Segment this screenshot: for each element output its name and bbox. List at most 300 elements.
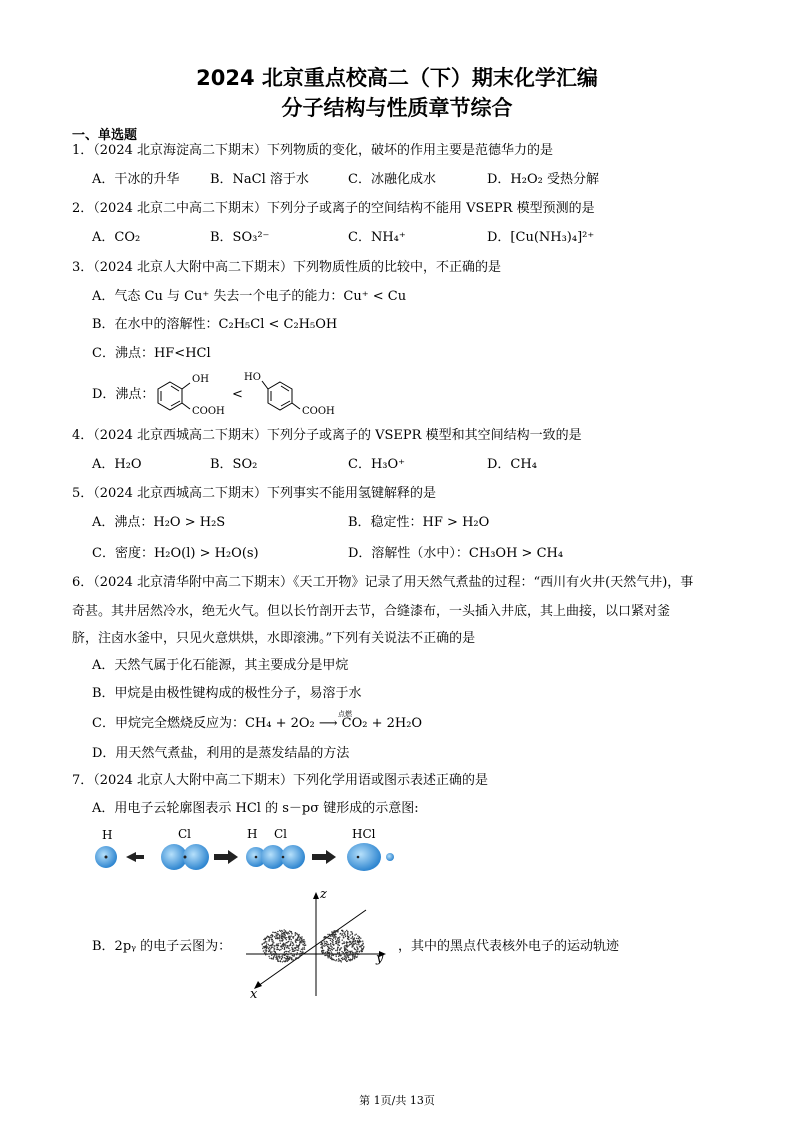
cloud-dot bbox=[277, 960, 278, 961]
cloud-dot bbox=[265, 954, 266, 955]
cloud-dot bbox=[269, 947, 270, 948]
cloud-dot bbox=[285, 935, 286, 936]
cloud-dot bbox=[272, 932, 273, 933]
q1-option-a: A．干冰的升华 bbox=[92, 172, 180, 187]
cloud-dot bbox=[330, 940, 331, 941]
cloud-dot bbox=[336, 956, 337, 957]
cloud-dot bbox=[362, 945, 363, 946]
cloud-dot bbox=[361, 951, 362, 952]
cloud-dot bbox=[348, 959, 349, 960]
cloud-dot bbox=[287, 933, 288, 934]
cloud-dot bbox=[356, 938, 357, 939]
cloud-dot bbox=[295, 934, 296, 935]
cloud-dot bbox=[271, 951, 272, 952]
cloud-dot bbox=[275, 952, 276, 953]
cloud-dot bbox=[332, 959, 333, 960]
cloud-dot bbox=[266, 945, 267, 946]
question-4-stem: 4．（2024 北京西城高二下期末）下列分子或离子的 VSEPR 模型和其空间结构一致的是 bbox=[72, 428, 582, 443]
cloud-dot bbox=[347, 933, 348, 934]
cloud-dot bbox=[281, 932, 282, 933]
cloud-dot bbox=[346, 941, 347, 942]
cloud-dot bbox=[301, 938, 302, 939]
cloud-dot bbox=[265, 949, 266, 950]
cloud-dot bbox=[303, 944, 304, 945]
cloud-dot bbox=[328, 949, 329, 950]
cloud-dot bbox=[274, 936, 275, 937]
cloud-dot bbox=[354, 948, 355, 949]
cloud-dot bbox=[265, 938, 266, 939]
cloud-dot bbox=[329, 948, 330, 949]
cloud-dot bbox=[336, 959, 337, 960]
question-6-stem-line1: 6．（2024 北京清华附中高二下期末）《天工开物》记录了用天然气煮盐的过程：“西川有火井(天然气井)，事 bbox=[72, 575, 694, 590]
cloud-dot bbox=[330, 953, 331, 954]
x-axis-label: x bbox=[250, 987, 258, 1002]
cloud-dot bbox=[300, 953, 301, 954]
h-nucleus bbox=[105, 856, 108, 859]
cloud-dot bbox=[323, 945, 324, 946]
cloud-dot bbox=[275, 936, 276, 937]
cloud-dot bbox=[289, 936, 290, 937]
question-3-stem: 3．（2024 北京人大附中高二下期末）下列物质性质的比较中，不正确的是 bbox=[72, 260, 501, 275]
cloud-dot bbox=[347, 942, 348, 943]
cloud-dot bbox=[292, 959, 293, 960]
cloud-dot bbox=[280, 931, 281, 932]
cloud-dot bbox=[268, 948, 269, 949]
cloud-dot bbox=[274, 945, 275, 946]
cloud-dot bbox=[341, 961, 342, 962]
cloud-dot bbox=[281, 940, 282, 941]
cloud-dot bbox=[284, 953, 285, 954]
cloud-dot bbox=[263, 946, 264, 947]
cloud-dot bbox=[276, 943, 277, 944]
cloud-dot bbox=[359, 951, 360, 952]
cloud-dot bbox=[350, 959, 351, 960]
cloud-dot bbox=[356, 934, 357, 935]
cloud-dot bbox=[333, 948, 334, 949]
cloud-dot bbox=[332, 942, 333, 943]
cloud-dot bbox=[295, 932, 296, 933]
cloud-dot bbox=[299, 944, 300, 945]
cloud-dot bbox=[335, 936, 336, 937]
cloud-dot bbox=[355, 949, 356, 950]
arrow-left-shaft bbox=[136, 855, 144, 859]
cloud-dot bbox=[352, 959, 353, 960]
cloud-dot bbox=[327, 938, 328, 939]
cloud-dot bbox=[327, 957, 328, 958]
q7-option-b: B．2pᵧ 的电子云图为： bbox=[92, 939, 232, 954]
cloud-dot bbox=[284, 931, 285, 932]
hcl-orbital-diagram bbox=[90, 826, 410, 878]
q6-option-a: A．天然气属于化石能源，其主要成分是甲烷 bbox=[92, 658, 349, 673]
cloud-dot bbox=[285, 945, 286, 946]
cloud-dot bbox=[286, 947, 287, 948]
cloud-dot bbox=[284, 947, 285, 948]
cl-nucleus bbox=[184, 856, 187, 859]
cloud-dot bbox=[288, 933, 289, 934]
q6-reaction-condition: 点燃 bbox=[338, 710, 352, 718]
q2-option-b: B．SO₃²⁻ bbox=[210, 230, 270, 245]
cloud-dot bbox=[302, 953, 303, 954]
cloud-dot bbox=[264, 952, 265, 953]
cloud-dot bbox=[340, 954, 341, 955]
z-axis-label: z bbox=[320, 887, 327, 902]
q7-option-a: A．用电子云轮廓图表示 HCl 的 s－pσ 键形成的示意图: bbox=[92, 801, 419, 816]
cloud-dot bbox=[339, 952, 340, 953]
cloud-dot bbox=[276, 958, 277, 959]
cloud-dot bbox=[268, 936, 269, 937]
cloud-dot bbox=[298, 957, 299, 958]
cloud-dot bbox=[275, 932, 276, 933]
cloud-dot bbox=[330, 958, 331, 959]
cloud-dot bbox=[323, 953, 324, 954]
cloud-dot bbox=[352, 937, 353, 938]
cloud-dot bbox=[349, 954, 350, 955]
cloud-dot bbox=[322, 948, 323, 949]
cloud-dot bbox=[360, 938, 361, 939]
cloud-dot bbox=[356, 944, 357, 945]
cloud-dot bbox=[300, 951, 301, 952]
cloud-dot bbox=[352, 958, 353, 959]
cloud-dot bbox=[302, 942, 303, 943]
cloud-dot bbox=[285, 943, 286, 944]
cloud-dot bbox=[279, 956, 280, 957]
q3-structures-diagram bbox=[150, 366, 350, 418]
cloud-dot bbox=[357, 954, 358, 955]
cloud-dot bbox=[289, 938, 290, 939]
cloud-dot bbox=[336, 943, 337, 944]
q5-option-b: B．稳定性：HF > H₂O bbox=[348, 515, 490, 530]
question-6-stem-line3: 脐，注卤水釜中，只见火意烘烘，水即滚沸。”下列有关说法不正确的是 bbox=[72, 631, 476, 646]
cloud-dot bbox=[288, 945, 289, 946]
cloud-dot bbox=[269, 958, 270, 959]
cloud-dot bbox=[297, 940, 298, 941]
q4-option-c: C．H₃O⁺ bbox=[348, 457, 406, 472]
cloud-dot bbox=[288, 932, 289, 933]
h-label: H bbox=[102, 828, 113, 842]
cloud-dot bbox=[347, 950, 348, 951]
cloud-dot bbox=[352, 939, 353, 940]
cloud-dot bbox=[270, 945, 271, 946]
cloud-dot bbox=[301, 936, 302, 937]
2py-electron-cloud-diagram bbox=[236, 884, 396, 1002]
cloud-dot bbox=[273, 957, 274, 958]
cloud-dot bbox=[299, 939, 300, 940]
cloud-dot bbox=[265, 941, 266, 942]
cloud-dot bbox=[340, 947, 341, 948]
cloud-dot bbox=[294, 955, 295, 956]
cloud-dot bbox=[322, 943, 323, 944]
cloud-dot bbox=[325, 953, 326, 954]
cloud-dot bbox=[329, 934, 330, 935]
cloud-dot bbox=[296, 949, 297, 950]
cloud-dot bbox=[284, 929, 285, 930]
cloud-dot bbox=[305, 944, 306, 945]
cloud-dot bbox=[342, 959, 343, 960]
cloud-dot bbox=[342, 930, 343, 931]
cloud-dot bbox=[355, 941, 356, 942]
cloud-dot bbox=[345, 936, 346, 937]
cloud-dot bbox=[353, 952, 354, 953]
cloud-dot bbox=[354, 937, 355, 938]
q6-option-b: B．甲烷是由极性键构成的极性分子，易溶于水 bbox=[92, 686, 362, 701]
cloud-dot bbox=[339, 948, 340, 949]
cloud-dot bbox=[325, 952, 326, 953]
q1-option-c: C．冰融化成水 bbox=[348, 172, 436, 187]
cloud-dot bbox=[263, 950, 264, 951]
cloud-dot bbox=[331, 941, 332, 942]
cloud-dot bbox=[351, 943, 352, 944]
cloud-dot bbox=[281, 958, 282, 959]
cloud-dot bbox=[302, 949, 303, 950]
cloud-dot bbox=[323, 940, 324, 941]
ho-label-2: HO bbox=[244, 372, 261, 383]
q3-option-a: A．气态 Cu 与 Cu⁺ 失去一个电子的能力：Cu⁺ < Cu bbox=[92, 289, 407, 304]
cloud-dot bbox=[352, 956, 353, 957]
cloud-dot bbox=[347, 936, 348, 937]
cloud-dot bbox=[286, 937, 287, 938]
cloud-dot bbox=[337, 952, 338, 953]
cloud-dot bbox=[336, 940, 337, 941]
cloud-dot bbox=[279, 950, 280, 951]
cloud-dot bbox=[303, 939, 304, 940]
cloud-dot bbox=[340, 933, 341, 934]
cloud-dot bbox=[275, 934, 276, 935]
cloud-dot bbox=[279, 940, 280, 941]
cloud-dot bbox=[295, 939, 296, 940]
arrow-right-icon-2 bbox=[326, 850, 336, 864]
cloud-dot bbox=[291, 931, 292, 932]
cloud-dot bbox=[333, 932, 334, 933]
cloud-dot bbox=[290, 953, 291, 954]
hcl-bonding-orbital bbox=[347, 843, 381, 871]
cloud-dot bbox=[330, 943, 331, 944]
cloud-dot bbox=[265, 939, 266, 940]
cloud-dot bbox=[265, 947, 266, 948]
cloud-dot bbox=[279, 938, 280, 939]
cloud-dot bbox=[345, 931, 346, 932]
cloud-dot bbox=[278, 954, 279, 955]
cloud-dot bbox=[363, 943, 364, 944]
cloud-dot bbox=[270, 953, 271, 954]
cloud-dot bbox=[271, 955, 272, 956]
cloud-dot bbox=[359, 954, 360, 955]
cloud-dot bbox=[288, 947, 289, 948]
cloud-dot bbox=[330, 936, 331, 937]
cloud-dot bbox=[273, 953, 274, 954]
cloud-dot bbox=[362, 941, 363, 942]
cloud-dot bbox=[355, 943, 356, 944]
cloud-dot bbox=[351, 934, 352, 935]
cloud-dot bbox=[344, 946, 345, 947]
cloud-dot bbox=[337, 938, 338, 939]
cloud-dot bbox=[298, 949, 299, 950]
cloud-dot bbox=[274, 955, 275, 956]
cloud-dot bbox=[285, 954, 286, 955]
cloud-dot bbox=[283, 944, 284, 945]
cloud-dot bbox=[291, 935, 292, 936]
cloud-dot bbox=[292, 943, 293, 944]
cooh-label-2: COOH bbox=[302, 406, 335, 417]
cloud-dot bbox=[330, 950, 331, 951]
question-6-stem-line2: 奇甚。其井居然冷水，绝无火气。但以长竹剖开去节，合缝漆布，一头插入井底，其上曲接，以口紧对釜 bbox=[72, 604, 671, 619]
cloud-dot bbox=[293, 949, 294, 950]
cloud-dot bbox=[263, 943, 264, 944]
cloud-dot bbox=[343, 932, 344, 933]
cloud-dot bbox=[290, 941, 291, 942]
cloud-dot bbox=[273, 958, 274, 959]
q4-option-b: B．SO₂ bbox=[210, 457, 258, 472]
cloud-dot bbox=[269, 945, 270, 946]
cloud-dot bbox=[298, 935, 299, 936]
cloud-dot bbox=[354, 958, 355, 959]
cloud-dot bbox=[335, 934, 336, 935]
cloud-dot bbox=[320, 944, 321, 945]
cloud-dot bbox=[297, 938, 298, 939]
cloud-dot bbox=[329, 956, 330, 957]
cloud-dot bbox=[347, 956, 348, 957]
cloud-dot bbox=[347, 960, 348, 961]
cloud-dot bbox=[350, 941, 351, 942]
cloud-dot bbox=[302, 954, 303, 955]
cloud-dot bbox=[282, 961, 283, 962]
cloud-dot bbox=[327, 934, 328, 935]
cloud-dot bbox=[304, 947, 305, 948]
q6-option-d: D．用天然气煮盐，利用的是蒸发结晶的方法 bbox=[92, 746, 350, 761]
cloud-dot bbox=[337, 930, 338, 931]
cloud-dot bbox=[293, 944, 294, 945]
cloud-dot bbox=[323, 950, 324, 951]
q4-option-d: D．CH₄ bbox=[487, 457, 537, 472]
cloud-dot bbox=[301, 953, 302, 954]
cloud-dot bbox=[338, 942, 339, 943]
cloud-dot bbox=[325, 945, 326, 946]
cloud-dot bbox=[293, 953, 294, 954]
para-hydroxybenzoic-acid-structure bbox=[262, 381, 300, 410]
cloud-dot bbox=[344, 955, 345, 956]
cloud-dot bbox=[281, 934, 282, 935]
cloud-dot bbox=[274, 949, 275, 950]
cl-p-orbital-lobe-right bbox=[183, 844, 209, 870]
cloud-dot bbox=[286, 951, 287, 952]
cloud-dot bbox=[329, 952, 330, 953]
cloud-dot bbox=[286, 932, 287, 933]
cloud-dot bbox=[283, 933, 284, 934]
cloud-dot bbox=[324, 943, 325, 944]
cloud-dot bbox=[324, 941, 325, 942]
cloud-dot bbox=[280, 943, 281, 944]
cloud-dot bbox=[325, 955, 326, 956]
cloud-dot bbox=[327, 946, 328, 947]
cloud-dot bbox=[277, 938, 278, 939]
cloud-dot bbox=[293, 959, 294, 960]
cloud-dot bbox=[349, 951, 350, 952]
cloud-dot bbox=[355, 952, 356, 953]
cloud-dot bbox=[279, 936, 280, 937]
cloud-dot bbox=[282, 944, 283, 945]
cloud-dot bbox=[337, 947, 338, 948]
cloud-dot bbox=[266, 941, 267, 942]
cloud-dot bbox=[341, 934, 342, 935]
cloud-dot bbox=[287, 954, 288, 955]
cloud-dot bbox=[348, 945, 349, 946]
cloud-dot bbox=[346, 943, 347, 944]
cloud-dot bbox=[272, 941, 273, 942]
cloud-dot bbox=[343, 941, 344, 942]
cloud-dot bbox=[352, 936, 353, 937]
q6-option-c: C．甲烷完全燃烧反应为：CH₄ + 2O₂ ⟶ CO₂ + 2H₂O bbox=[92, 716, 423, 731]
cloud-dot bbox=[304, 948, 305, 949]
cloud-dot bbox=[350, 938, 351, 939]
cloud-dot bbox=[288, 951, 289, 952]
cloud-dot bbox=[294, 950, 295, 951]
cloud-dot bbox=[335, 950, 336, 951]
cloud-dot bbox=[322, 947, 323, 948]
cloud-dot bbox=[345, 955, 346, 956]
cloud-dot bbox=[324, 945, 325, 946]
cloud-dot bbox=[272, 935, 273, 936]
cloud-dot bbox=[321, 950, 322, 951]
cloud-dot bbox=[290, 943, 291, 944]
question-2-stem: 2．（2024 北京二中高二下期末）下列分子或离子的空间结构不能用 VSEPR 模型预测的是 bbox=[72, 201, 595, 216]
cloud-dot bbox=[295, 940, 296, 941]
cloud-dot bbox=[342, 940, 343, 941]
cloud-dot bbox=[286, 953, 287, 954]
cloud-dot bbox=[358, 941, 359, 942]
cloud-dot bbox=[286, 939, 287, 940]
h-label-2: H bbox=[247, 827, 258, 841]
cloud-dot bbox=[347, 931, 348, 932]
cloud-dot bbox=[266, 943, 267, 944]
cloud-dot bbox=[297, 947, 298, 948]
cloud-dot bbox=[291, 939, 292, 940]
cloud-dot bbox=[346, 930, 347, 931]
cloud-dot bbox=[302, 947, 303, 948]
cloud-dot bbox=[270, 948, 271, 949]
cloud-dot bbox=[351, 951, 352, 952]
cloud-dot bbox=[300, 937, 301, 938]
cloud-dot bbox=[292, 951, 293, 952]
cloud-dot bbox=[359, 939, 360, 940]
cloud-dot bbox=[359, 936, 360, 937]
arrow-left-icon bbox=[126, 852, 136, 862]
cloud-dot bbox=[276, 945, 277, 946]
cloud-dot bbox=[326, 943, 327, 944]
cloud-dot bbox=[341, 951, 342, 952]
cloud-dot bbox=[285, 951, 286, 952]
cloud-dot bbox=[321, 941, 322, 942]
cloud-dot bbox=[262, 943, 263, 944]
cloud-dot bbox=[343, 935, 344, 936]
cloud-dot bbox=[297, 952, 298, 953]
q3-option-d: D．沸点： bbox=[92, 387, 155, 402]
cloud-dot bbox=[343, 937, 344, 938]
cloud-dot bbox=[284, 937, 285, 938]
cloud-dot bbox=[339, 936, 340, 937]
cloud-dot bbox=[332, 949, 333, 950]
cloud-dot bbox=[304, 943, 305, 944]
cloud-dot bbox=[338, 959, 339, 960]
cloud-dot bbox=[358, 944, 359, 945]
cloud-dot bbox=[301, 940, 302, 941]
cloud-dot bbox=[339, 945, 340, 946]
cloud-dot bbox=[280, 960, 281, 961]
cloud-dot bbox=[350, 944, 351, 945]
cloud-dot bbox=[325, 938, 326, 939]
cloud-dot bbox=[327, 951, 328, 952]
cloud-dot bbox=[348, 951, 349, 952]
page-subtitle: 分子结构与性质章节综合 bbox=[281, 96, 513, 120]
page-footer: 第 1页/共 13页 bbox=[359, 1094, 435, 1107]
